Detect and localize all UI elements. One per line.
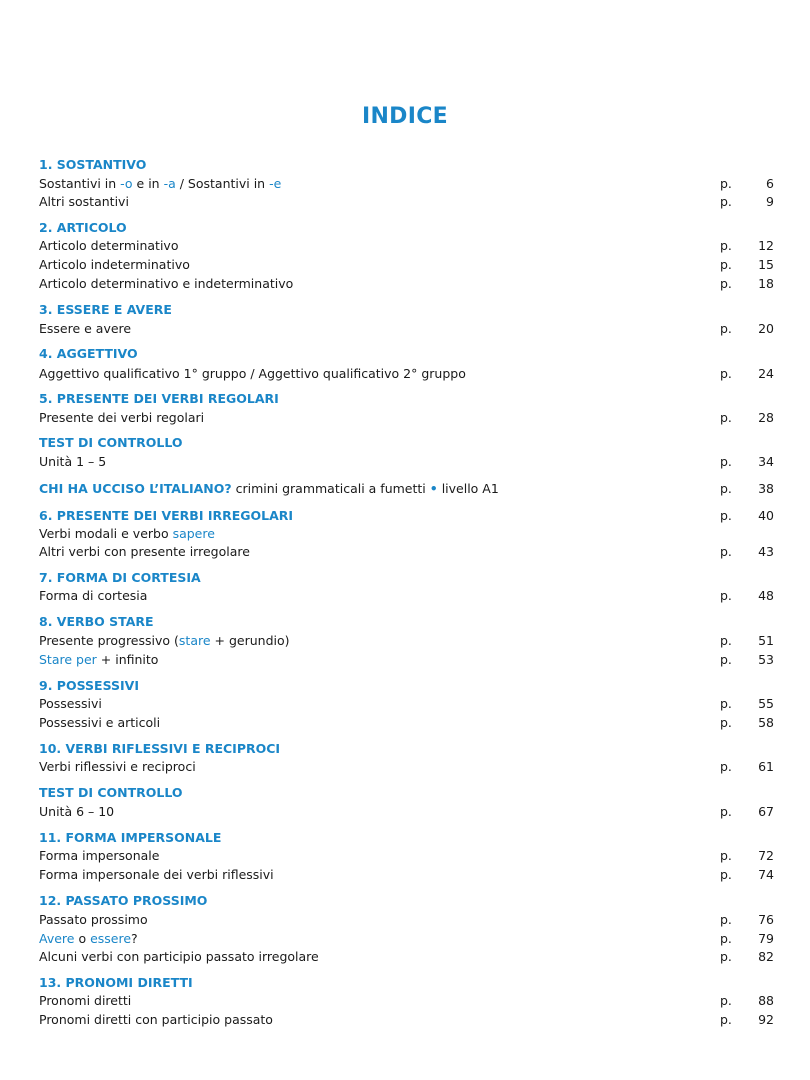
toc-entry xyxy=(39,992,774,1010)
entry-text xyxy=(39,677,139,695)
page-number: 92 xyxy=(758,1012,774,1027)
entry-text-part: Avere xyxy=(39,931,75,946)
toc-entry xyxy=(39,714,774,732)
entry-text-part: Passato prossimo xyxy=(39,912,148,927)
toc-section-heading xyxy=(39,829,774,847)
toc-entry xyxy=(39,365,774,383)
toc-entry xyxy=(39,866,774,884)
page-prefix: p. xyxy=(720,366,732,381)
entry-text xyxy=(39,237,178,255)
entry-text-part: 8. VERBO STARE xyxy=(39,614,154,629)
entry-text xyxy=(39,758,196,776)
toc-entry xyxy=(39,193,774,211)
entry-text-part: TEST DI CONTROLLO xyxy=(39,785,183,800)
entry-text xyxy=(39,219,127,237)
entry-text-part: Alcuni verbi con participio passato irregolare xyxy=(39,949,319,964)
toc-entry xyxy=(39,525,774,543)
page-number: 43 xyxy=(758,544,774,559)
toc-section-heading xyxy=(39,569,774,587)
toc-entry xyxy=(39,948,774,966)
page-prefix: p. xyxy=(720,696,732,711)
toc-section-heading xyxy=(39,156,774,174)
toc-entry xyxy=(39,320,774,338)
toc-special-heading xyxy=(39,480,774,498)
entry-text xyxy=(39,1011,273,1029)
toc-entry xyxy=(39,543,774,561)
entry-text xyxy=(39,695,102,713)
page-prefix: p. xyxy=(720,588,732,603)
toc-entry xyxy=(39,175,774,193)
entry-text xyxy=(39,829,221,847)
page-title: INDICE xyxy=(361,104,449,129)
toc-entry xyxy=(39,256,774,274)
page-number: 61 xyxy=(758,759,774,774)
entry-text xyxy=(39,320,131,338)
entry-text xyxy=(39,992,131,1010)
page-number: 58 xyxy=(758,715,774,730)
toc-entry xyxy=(39,803,774,821)
entry-text-part: crimini grammaticali a fumetti xyxy=(231,481,430,496)
entry-text xyxy=(39,275,293,293)
page-prefix: p. xyxy=(720,276,732,291)
entry-text xyxy=(39,365,466,383)
entry-text-part: -o xyxy=(120,176,133,191)
entry-text-part: 11. FORMA IMPERSONALE xyxy=(39,830,222,845)
toc-entry xyxy=(39,847,774,865)
entry-text xyxy=(39,569,201,587)
entry-text-part: Altri sostantivi xyxy=(39,194,129,209)
page-prefix: p. xyxy=(720,1012,732,1027)
entry-text xyxy=(39,193,129,211)
page-prefix: p. xyxy=(720,481,732,496)
entry-text-part: -a xyxy=(163,176,176,191)
entry-text-part: o xyxy=(74,931,91,946)
entry-text-part: Sostantivi in xyxy=(39,176,121,191)
entry-text-part: + gerundio) xyxy=(210,633,290,648)
entry-text xyxy=(39,156,146,174)
entry-text-part: + infinito xyxy=(96,652,159,667)
toc-entry xyxy=(39,758,774,776)
entry-text-part: 3. ESSERE E AVERE xyxy=(39,302,172,317)
page-prefix: p. xyxy=(720,912,732,927)
entry-text-part: Verbi modali e verbo xyxy=(39,526,173,541)
page-prefix: p. xyxy=(720,238,732,253)
entry-text xyxy=(39,651,158,669)
entry-text-part: Possessivi e articoli xyxy=(39,715,161,730)
toc-section-heading xyxy=(39,740,774,758)
page-number: 82 xyxy=(758,949,774,964)
entry-text-part: / Sostantivi in xyxy=(175,176,270,191)
entry-text xyxy=(39,740,280,758)
page-prefix: p. xyxy=(720,848,732,863)
page-number: 40 xyxy=(758,508,774,523)
entry-text xyxy=(39,409,204,427)
toc-section-heading xyxy=(39,974,774,992)
page-number: 18 xyxy=(758,276,774,291)
entry-text xyxy=(39,847,159,865)
page-prefix: p. xyxy=(720,652,732,667)
entry-text-part: -e xyxy=(269,176,282,191)
entry-text xyxy=(39,866,274,884)
page-prefix: p. xyxy=(720,508,732,523)
entry-text-part: Unità 1 – 5 xyxy=(39,454,107,469)
entry-text-part: 6. PRESENTE DEI VERBI IRREGOLARI xyxy=(39,508,294,523)
toc-entry xyxy=(39,1011,774,1029)
page-prefix: p. xyxy=(720,759,732,774)
toc-entry xyxy=(39,453,774,471)
entry-text-part: Presente dei verbi regolari xyxy=(39,410,205,425)
toc-section-heading xyxy=(39,677,774,695)
entry-text xyxy=(39,803,114,821)
page-prefix: p. xyxy=(720,194,732,209)
entry-text-part: Verbi riflessivi e reciproci xyxy=(39,759,196,774)
page-prefix: p. xyxy=(720,993,732,1008)
entry-text xyxy=(39,632,290,650)
toc-section-heading xyxy=(39,219,774,237)
entry-text xyxy=(39,714,160,732)
entry-text-part: Essere e avere xyxy=(39,321,132,336)
entry-text-part: Forma di cortesia xyxy=(39,588,148,603)
toc-section-heading xyxy=(39,892,774,910)
page-number: 12 xyxy=(758,238,774,253)
page-prefix: p. xyxy=(720,931,732,946)
toc-section-heading xyxy=(39,434,774,452)
page-number: 24 xyxy=(758,366,774,381)
page-number: 88 xyxy=(758,993,774,1008)
page-prefix: p. xyxy=(720,633,732,648)
entry-text-part: Possessivi xyxy=(39,696,102,711)
page-number: 67 xyxy=(758,804,774,819)
page-prefix: p. xyxy=(720,867,732,882)
entry-text xyxy=(39,256,190,274)
entry-text xyxy=(39,434,182,452)
entry-text-part: Articolo determinativo xyxy=(39,238,179,253)
entry-text xyxy=(39,453,106,471)
entry-text-part: ? xyxy=(131,931,138,946)
entry-text-part: Articolo indeterminativo xyxy=(39,257,190,272)
page-number: 74 xyxy=(758,867,774,882)
entry-text-part: stare xyxy=(178,633,211,648)
entry-text-part: essere xyxy=(90,931,132,946)
page-number: 6 xyxy=(766,176,774,191)
entry-text xyxy=(39,974,193,992)
page-number: 28 xyxy=(758,410,774,425)
page-prefix: p. xyxy=(720,321,732,336)
entry-text-part: TEST DI CONTROLLO xyxy=(39,435,183,450)
entry-text-part: 2. ARTICOLO xyxy=(39,220,127,235)
entry-text xyxy=(39,911,148,929)
page-number: 72 xyxy=(758,848,774,863)
entry-text-part: e in xyxy=(132,176,164,191)
toc-entry xyxy=(39,651,774,669)
entry-text xyxy=(39,930,138,948)
toc-section-heading xyxy=(39,390,774,408)
toc-section-heading xyxy=(39,507,774,525)
page-prefix: p. xyxy=(720,949,732,964)
page-number: 51 xyxy=(758,633,774,648)
entry-text-part: Articolo determinativo e indeterminativo xyxy=(39,276,294,291)
page-number: 20 xyxy=(758,321,774,336)
entry-text-part: 9. POSSESSIVI xyxy=(39,678,139,693)
entry-text-part: Pronomi diretti xyxy=(39,993,132,1008)
entry-text-part: • xyxy=(429,481,438,496)
entry-text-part: livello A1 xyxy=(437,481,499,496)
entry-text-part: Stare per xyxy=(39,652,97,667)
page-number: 48 xyxy=(758,588,774,603)
entry-text xyxy=(39,784,182,802)
toc-section-heading xyxy=(39,613,774,631)
toc-entry xyxy=(39,911,774,929)
toc-entry xyxy=(39,275,774,293)
toc-entry xyxy=(39,695,774,713)
entry-text xyxy=(39,613,154,631)
entry-text xyxy=(39,480,499,498)
entry-text xyxy=(39,507,293,525)
entry-text xyxy=(39,301,172,319)
page-number: 55 xyxy=(758,696,774,711)
toc-section-heading xyxy=(39,301,774,319)
page-number: 76 xyxy=(758,912,774,927)
entry-text-part: 13. PRONOMI DIRETTI xyxy=(39,975,193,990)
entry-text xyxy=(39,587,147,605)
toc-entry xyxy=(39,237,774,255)
entry-text-part: Unità 6 – 10 xyxy=(39,804,115,819)
toc-entry xyxy=(39,632,774,650)
entry-text xyxy=(39,948,319,966)
toc-section-heading xyxy=(39,784,774,802)
page-prefix: p. xyxy=(720,176,732,191)
page-prefix: p. xyxy=(720,804,732,819)
page-prefix: p. xyxy=(720,715,732,730)
page-prefix: p. xyxy=(720,454,732,469)
entry-text xyxy=(39,525,215,543)
entry-text xyxy=(39,543,250,561)
entry-text xyxy=(39,175,281,193)
entry-text-part: 10. VERBI RIFLESSIVI E RECIPROCI xyxy=(39,741,281,756)
page-number: 53 xyxy=(758,652,774,667)
page-prefix: p. xyxy=(720,257,732,272)
entry-text-part: CHI HA UCCISO L’ITALIANO? xyxy=(39,481,232,496)
entry-text-part: Forma impersonale dei verbi riflessivi xyxy=(39,867,274,882)
entry-text-part: 4. AGGETTIVO xyxy=(39,346,138,361)
page-number: 9 xyxy=(766,194,774,209)
entry-text-part: 7. FORMA DI CORTESIA xyxy=(39,570,201,585)
entry-text xyxy=(39,892,207,910)
entry-text-part: Pronomi diretti con participio passato xyxy=(39,1012,273,1027)
entry-text xyxy=(39,345,138,363)
page-prefix: p. xyxy=(720,544,732,559)
entry-text-part: Aggettivo qualificativo 1° gruppo / Aggettivo qualificativo 2° gruppo xyxy=(39,366,466,381)
entry-text-part: Forma impersonale xyxy=(39,848,160,863)
entry-text xyxy=(39,390,279,408)
entry-text-part: 12. PASSATO PROSSIMO xyxy=(39,893,208,908)
toc-entry xyxy=(39,587,774,605)
page-number: 79 xyxy=(758,931,774,946)
page-number: 38 xyxy=(758,481,774,496)
page-number: 34 xyxy=(758,454,774,469)
entry-text-part: 1. SOSTANTIVO xyxy=(39,157,147,172)
page-prefix: p. xyxy=(720,410,732,425)
page-number: 15 xyxy=(758,257,774,272)
entry-text-part: Presente progressivo ( xyxy=(39,633,179,648)
entry-text-part: sapere xyxy=(172,526,215,541)
entry-text-part: Altri verbi con presente irregolare xyxy=(39,544,250,559)
toc-entry xyxy=(39,409,774,427)
entry-text-part: 5. PRESENTE DEI VERBI REGOLARI xyxy=(39,391,279,406)
toc-section-heading xyxy=(39,345,774,363)
toc-entry xyxy=(39,930,774,948)
